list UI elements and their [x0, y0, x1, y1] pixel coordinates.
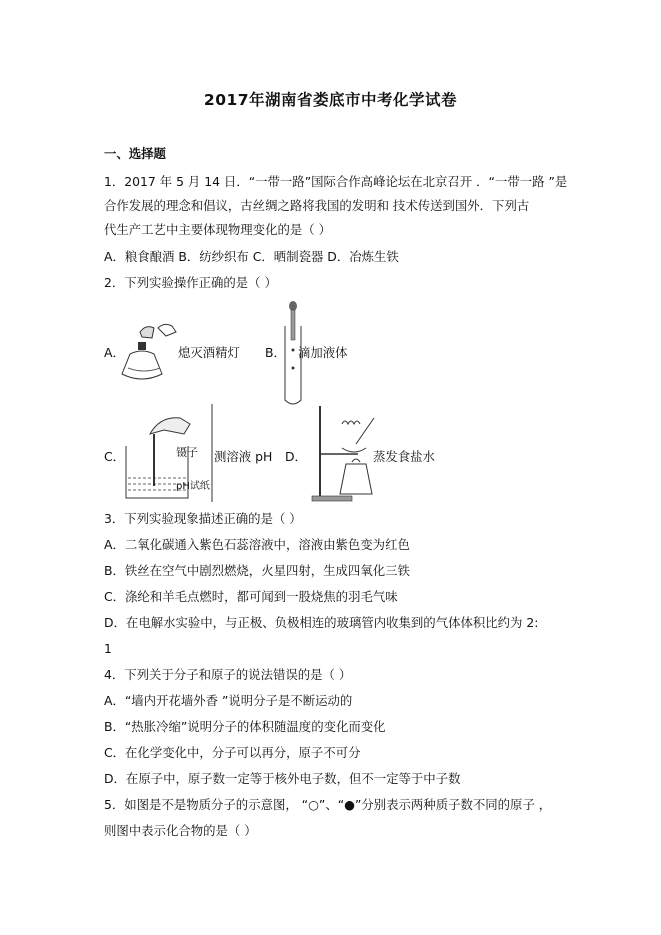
- q1-line-1: 1．2017 年 5 月 14 日．“一带一路”国际合作高峰论坛在北京召开 ．“一带一路 ”是: [104, 174, 568, 189]
- q4-option-b: B．“热胀冷缩”说明分子的体积随温度的变化而变化: [104, 719, 386, 734]
- q3-option-a: A．二氧化碳通入紫色石蕊溶液中，溶液由紫色变为红色: [104, 537, 410, 552]
- section-heading: 一、选择题: [104, 146, 166, 161]
- q1-options: A．粮食酿酒 B．纺纱织布 C．晒制瓷器 D．冶炼生铁: [104, 249, 399, 264]
- q2-option-b-letter: B．: [265, 345, 286, 360]
- q3-option-b: B．铁丝在空气中剧烈燃烧，火星四射，生成四氧化三铁: [104, 563, 410, 578]
- q3-option-d: D．在电解水实验中，与正极、负极相连的玻璃管内收集到的气体体积比约为 2:: [104, 615, 539, 630]
- q1-line-3: 代生产工艺中主要体现物理变化的是（ ）: [104, 222, 331, 237]
- q4-option-d: D．在原子中，原子数一定等于核外电子数，但不一定等于中子数: [104, 771, 461, 786]
- q2-option-a-letter: A．: [104, 345, 125, 360]
- q4-option-c: C．在化学变化中，分子可以再分，原子不可分: [104, 745, 361, 760]
- q2-option-b-label: 滴加液体: [298, 345, 348, 360]
- alcohol-lamp-cap-image: [118, 318, 178, 384]
- q2-option-d-label: 蒸发食盐水: [373, 449, 435, 464]
- q5-line-1: 5．如图是不是物质分子的示意图， “○”、“●”分别表示两种质子数不同的原子 ，: [104, 797, 552, 812]
- q3-option-c: C．涤纶和羊毛点燃时，都可闻到一股烧焦的羽毛气味: [104, 589, 398, 604]
- q4-option-a: A．“墙内开花墙外香 ”说明分子是不断运动的: [104, 693, 353, 708]
- page-title: 2017年湖南省娄底市中考化学试卷: [203, 91, 458, 109]
- q3-stem: 3．下列实验现象描述正确的是（ ）: [104, 511, 302, 526]
- q2-stem: 2．下列实验操作正确的是（ ）: [104, 275, 277, 290]
- q2-option-d-letter: D．: [285, 449, 307, 464]
- q2-option-c-label: 测溶液 pH: [214, 449, 273, 464]
- q2-option-c-tag-tweezers: 镊子: [176, 446, 198, 459]
- q2-option-a-label: 熄灭酒精灯: [178, 345, 240, 360]
- q5-line-2: 则图中表示化合物的是（ ）: [104, 823, 257, 838]
- q1-line-2: 合作发展的理念和倡议，古丝绸之路将我国的发明和 技术传送到国外．下列古: [104, 198, 530, 213]
- evaporation-setup-image: [308, 404, 382, 502]
- q2-option-c-tag-ph-paper: pH试纸: [176, 481, 210, 492]
- q3-option-d-cont: 1: [104, 641, 112, 656]
- q2-option-c-letter: C．: [104, 449, 126, 464]
- q4-stem: 4．下列关于分子和原子的说法错误的是（ ）: [104, 667, 352, 682]
